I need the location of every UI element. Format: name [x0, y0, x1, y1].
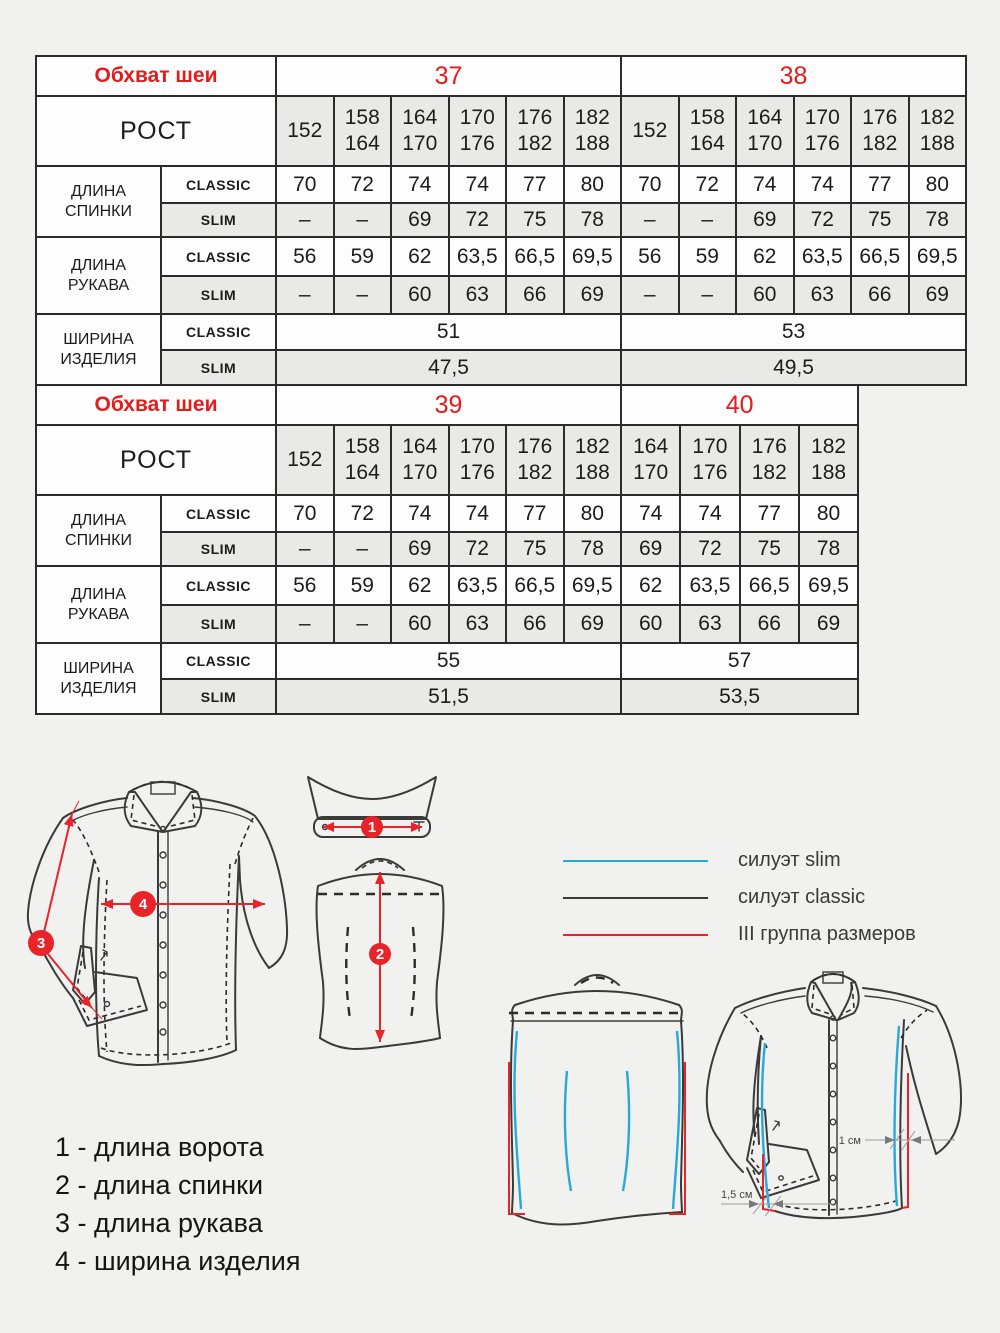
- value-cell: 69: [799, 605, 858, 643]
- value-cell: 69: [391, 203, 449, 237]
- merged-value-cell: 53,5: [621, 679, 858, 714]
- size-table-39-40: [35, 384, 859, 715]
- value-cell: 78: [799, 532, 858, 566]
- classic-label: CLASSIC: [161, 566, 276, 605]
- shirt-collar: [807, 972, 858, 1020]
- value-cell: 77: [740, 495, 799, 532]
- legend-label: III группа размеров: [738, 923, 916, 945]
- height-cell: 170 176: [680, 425, 739, 495]
- merged-value-cell: 51: [276, 314, 621, 350]
- size-group-line-swatch: [563, 934, 708, 936]
- value-cell: 72: [334, 166, 392, 203]
- size-group-lines: [509, 1062, 685, 1214]
- value-cell: 63: [449, 605, 507, 643]
- value-cell: 69: [564, 605, 622, 643]
- value-cell: 56: [621, 237, 679, 276]
- value-cell: –: [276, 605, 334, 643]
- value-cell: 75: [740, 532, 799, 566]
- value-cell: 72: [449, 203, 507, 237]
- value-cell: 69,5: [799, 566, 858, 605]
- dim-1cm: [839, 1129, 955, 1151]
- value-cell: 62: [391, 566, 449, 605]
- neck-girth-row: [36, 56, 966, 96]
- slim-label: SLIM: [161, 276, 276, 314]
- slim-line-swatch: [563, 860, 708, 862]
- size-tables: [35, 55, 967, 715]
- value-cell: 56: [276, 566, 334, 605]
- value-cell: –: [621, 203, 679, 237]
- value-cell: 70: [276, 495, 334, 532]
- width-group-label: ШИРИНА ИЗДЕЛИЯ: [36, 314, 161, 385]
- merged-value-cell: 51,5: [276, 679, 621, 714]
- value-cell: 75: [506, 532, 564, 566]
- value-cell: 59: [679, 237, 737, 276]
- note-collar-length: 1 - длина ворота: [55, 1132, 264, 1162]
- value-cell: 62: [621, 566, 680, 605]
- value-cell: 80: [564, 495, 622, 532]
- value-cell: 78: [909, 203, 967, 237]
- back-outline: [509, 975, 685, 1225]
- classic-label: CLASSIC: [161, 314, 276, 350]
- neck-girth-label: Обхват шеи: [36, 56, 276, 96]
- size-header-40: 40: [621, 385, 858, 425]
- value-cell: 70: [621, 166, 679, 203]
- value-cell: 72: [679, 166, 737, 203]
- value-cell: 60: [621, 605, 680, 643]
- height-cell: 170 176: [794, 96, 852, 166]
- value-cell: 66: [506, 276, 564, 314]
- value-cell: 70: [276, 166, 334, 203]
- value-cell: 69: [736, 203, 794, 237]
- value-cell: 66: [506, 605, 564, 643]
- value-cell: 66,5: [506, 237, 564, 276]
- value-cell: 60: [391, 276, 449, 314]
- value-cell: –: [276, 532, 334, 566]
- front-view-silhouette-diagram: [693, 958, 978, 1260]
- height-row: [36, 425, 858, 495]
- value-cell: 75: [506, 203, 564, 237]
- value-cell: 74: [736, 166, 794, 203]
- height-cell: 152: [276, 96, 334, 166]
- value-cell: 80: [799, 495, 858, 532]
- slim-label: SLIM: [161, 605, 276, 643]
- value-cell: –: [679, 276, 737, 314]
- dim-1-5cm-label: 1,5 см: [721, 1189, 753, 1201]
- value-cell: 63,5: [794, 237, 852, 276]
- sleeve-length-classic-row: [36, 566, 858, 605]
- value-cell: 63,5: [680, 566, 739, 605]
- value-cell: 59: [334, 237, 392, 276]
- value-cell: 72: [680, 532, 739, 566]
- value-cell: –: [334, 203, 392, 237]
- slim-label: SLIM: [161, 679, 276, 714]
- height-cell: 158 164: [679, 96, 737, 166]
- back-view-diagram: [303, 842, 473, 1060]
- value-cell: 74: [391, 495, 449, 532]
- note-back-length: 2 - длина спинки: [55, 1170, 264, 1200]
- legend-label: силуэт slim: [738, 849, 841, 871]
- height-cell: 158 164: [334, 425, 392, 495]
- height-cell: 182 188: [799, 425, 858, 495]
- height-cell: 176 182: [851, 96, 909, 166]
- back-length-slim-row: [36, 203, 966, 237]
- value-cell: 74: [449, 166, 507, 203]
- value-cell: 69: [564, 276, 622, 314]
- value-cell: 60: [736, 276, 794, 314]
- size-header-37: 37: [276, 56, 621, 96]
- slim-silhouette-lines: [514, 1031, 679, 1209]
- value-cell: 74: [449, 495, 507, 532]
- value-cell: 56: [276, 237, 334, 276]
- value-cell: 72: [794, 203, 852, 237]
- sleeve-length-group-label: ДЛИНА РУКАВА: [36, 237, 161, 314]
- neck-girth-row: [36, 385, 858, 425]
- value-cell: 72: [449, 532, 507, 566]
- sleeve-length-group-label: ДЛИНА РУКАВА: [36, 566, 161, 643]
- width-classic-row: [36, 643, 858, 679]
- slim-label: SLIM: [161, 203, 276, 237]
- value-cell: 69,5: [564, 237, 622, 276]
- slim-label: SLIM: [161, 532, 276, 566]
- value-cell: 66: [740, 605, 799, 643]
- value-cell: 59: [334, 566, 392, 605]
- value-cell: 77: [851, 166, 909, 203]
- size-header-39: 39: [276, 385, 621, 425]
- shirt-placket-buttons: [829, 1020, 837, 1215]
- value-cell: –: [334, 532, 392, 566]
- width-classic-row: [36, 314, 966, 350]
- merged-value-cell: 53: [621, 314, 966, 350]
- value-cell: 74: [621, 495, 680, 532]
- back-view-silhouette-diagram: [485, 963, 711, 1253]
- height-cell: 164 170: [391, 425, 449, 495]
- marker-4: 4: [138, 896, 148, 913]
- merged-value-cell: 55: [276, 643, 621, 679]
- size-table-37-38: [35, 55, 967, 386]
- value-cell: 63: [794, 276, 852, 314]
- shirt-collar: [125, 782, 202, 833]
- dim-1cm-label: 1 см: [838, 1135, 861, 1147]
- value-cell: –: [679, 203, 737, 237]
- marker-1: 1: [367, 819, 377, 836]
- marker-3: 3: [36, 935, 46, 952]
- note-sleeve-length: 3 - длина рукава: [55, 1208, 263, 1238]
- shirt-placket-buttons: [158, 832, 168, 1062]
- value-cell: 69,5: [909, 237, 967, 276]
- value-cell: 80: [909, 166, 967, 203]
- legend-item-size-group: [555, 916, 975, 953]
- height-cell: 176 182: [506, 425, 564, 495]
- value-cell: 63,5: [449, 237, 507, 276]
- value-cell: –: [621, 276, 679, 314]
- merged-value-cell: 49,5: [621, 350, 966, 385]
- value-cell: 74: [794, 166, 852, 203]
- value-cell: –: [276, 276, 334, 314]
- value-cell: 78: [564, 203, 622, 237]
- classic-label: CLASSIC: [161, 643, 276, 679]
- value-cell: 69: [621, 532, 680, 566]
- shirt-front-diagram: [15, 760, 310, 1095]
- height-cell: 164 170: [621, 425, 680, 495]
- value-cell: 63: [449, 276, 507, 314]
- height-cell: 170 176: [449, 425, 507, 495]
- size-header-38: 38: [621, 56, 966, 96]
- value-cell: 62: [736, 237, 794, 276]
- legend-item-slim: [555, 842, 975, 879]
- value-cell: 69,5: [564, 566, 622, 605]
- value-cell: 77: [506, 166, 564, 203]
- classic-line-swatch: [563, 897, 708, 899]
- legend-label: силуэт classic: [738, 886, 866, 908]
- value-cell: 78: [564, 532, 622, 566]
- height-cell: 152: [621, 96, 679, 166]
- value-cell: 62: [391, 237, 449, 276]
- measure-arrow-4: [101, 891, 265, 917]
- value-cell: 60: [391, 605, 449, 643]
- legend-item-classic: [555, 879, 975, 916]
- value-cell: 63,5: [449, 566, 507, 605]
- legend: [555, 842, 975, 953]
- classic-label: CLASSIC: [161, 166, 276, 203]
- slim-silhouette-lines: [762, 1026, 899, 1208]
- slim-label: SLIM: [161, 350, 276, 385]
- value-cell: 66: [851, 276, 909, 314]
- value-cell: 66,5: [740, 566, 799, 605]
- sleeve-length-classic-row: [36, 237, 966, 276]
- back-length-classic-row: [36, 166, 966, 203]
- height-cell: 182 188: [564, 96, 622, 166]
- shirt-outline: [707, 988, 961, 1218]
- height-cell: 182 188: [909, 96, 967, 166]
- height-cell: 164 170: [736, 96, 794, 166]
- height-cell: 182 188: [564, 425, 622, 495]
- measurement-notes: [55, 1128, 300, 1280]
- height-label: РОСТ: [36, 425, 276, 495]
- marker-2: 2: [375, 946, 385, 963]
- height-cell: 170 176: [449, 96, 507, 166]
- neck-girth-label: Обхват шеи: [36, 385, 276, 425]
- value-cell: 77: [506, 495, 564, 532]
- height-label: РОСТ: [36, 96, 276, 166]
- value-cell: –: [334, 605, 392, 643]
- value-cell: 66,5: [506, 566, 564, 605]
- height-row: [36, 96, 966, 166]
- height-cell: 158 164: [334, 96, 392, 166]
- value-cell: 66,5: [851, 237, 909, 276]
- height-cell: 176 182: [506, 96, 564, 166]
- classic-label: CLASSIC: [161, 495, 276, 532]
- height-cell: 164 170: [391, 96, 449, 166]
- classic-label: CLASSIC: [161, 237, 276, 276]
- value-cell: 63: [680, 605, 739, 643]
- value-cell: 80: [564, 166, 622, 203]
- sleeve-length-slim-row: [36, 276, 966, 314]
- back-length-classic-row: [36, 495, 858, 532]
- value-cell: 69: [909, 276, 967, 314]
- merged-value-cell: 57: [621, 643, 858, 679]
- merged-value-cell: 47,5: [276, 350, 621, 385]
- note-product-width: 4 - ширина изделия: [55, 1246, 301, 1276]
- value-cell: 74: [391, 166, 449, 203]
- height-cell: 176 182: [740, 425, 799, 495]
- value-cell: 72: [334, 495, 392, 532]
- value-cell: 75: [851, 203, 909, 237]
- measure-arrow-2: [369, 872, 391, 1042]
- back-length-group-label: ДЛИНА СПИНКИ: [36, 166, 161, 237]
- width-group-label: ШИРИНА ИЗДЕЛИЯ: [36, 643, 161, 714]
- value-cell: 74: [680, 495, 739, 532]
- value-cell: –: [276, 203, 334, 237]
- back-length-group-label: ДЛИНА СПИНКИ: [36, 495, 161, 566]
- value-cell: 69: [391, 532, 449, 566]
- width-slim-row: [36, 350, 966, 385]
- height-cell: 152: [276, 425, 334, 495]
- value-cell: –: [334, 276, 392, 314]
